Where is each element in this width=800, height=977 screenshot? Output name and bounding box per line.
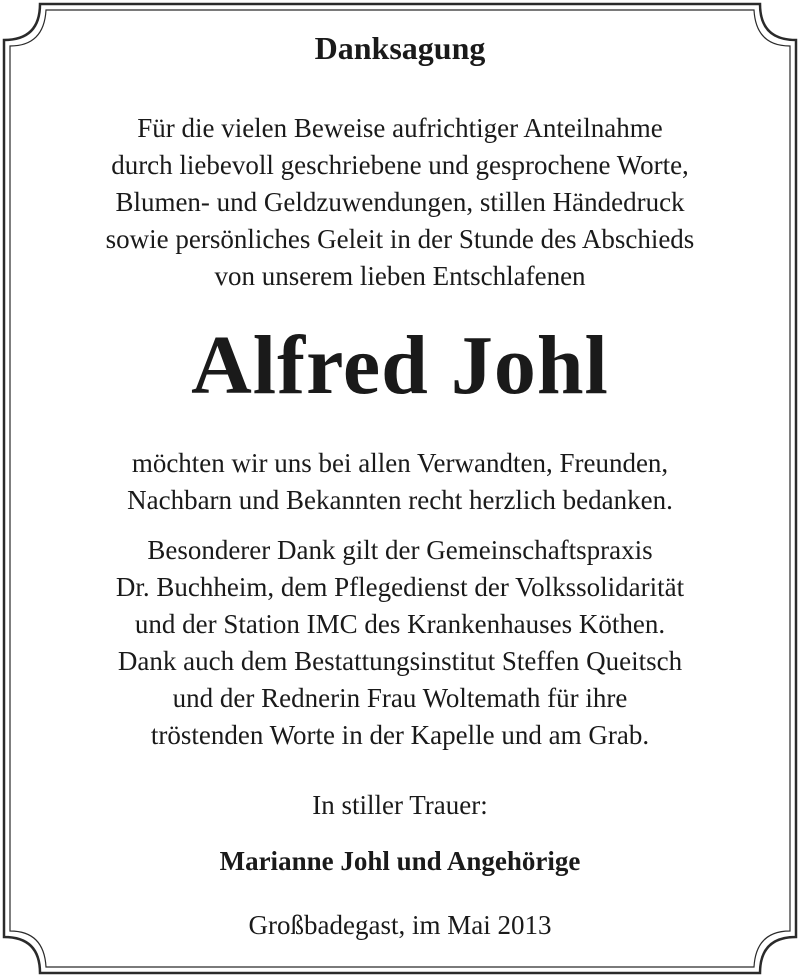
special-thanks-line: und der Station IMC des Krankenhauses Köthen. <box>134 609 666 639</box>
thanks-line: möchten wir uns bei allen Verwandten, Freunden, <box>131 448 669 478</box>
special-thanks-line: und der Rednerin Frau Woltemath für ihre <box>172 683 628 713</box>
special-thanks-line: Dank auch dem Bestattungsinstitut Steffen Queitsch <box>117 646 683 676</box>
intro-line: durch liebevoll geschriebene und gesprochene Worte, <box>111 150 689 180</box>
mourning-line: In stiller Trauer: <box>312 790 488 820</box>
special-thanks-line: Besonderer Dank gilt der Gemeinschaftspraxis <box>147 535 653 565</box>
special-thanks-line: Dr. Buchheim, dem Pflegedienst der Volkssolidarität <box>115 572 685 602</box>
place-date: Großbadegast, im Mai 2013 <box>248 910 552 940</box>
special-thanks-paragraph <box>40 532 760 754</box>
intro-paragraph <box>40 110 760 295</box>
intro-line: Für die vielen Beweise aufrichtiger Anteilnahme <box>137 113 663 143</box>
thanks-line: Nachbarn und Bekannten recht herzlich bedanken. <box>127 485 673 515</box>
obituary-notice <box>40 0 760 977</box>
intro-line: Blumen- und Geldzuwendungen, stillen Händedruck <box>115 187 685 217</box>
deceased-name: Alfred Johl <box>191 319 609 412</box>
thanks-paragraph <box>40 445 760 519</box>
intro-line: von unserem lieben Entschlafenen <box>214 261 586 291</box>
intro-line: sowie persönliches Geleit in der Stunde des Abschieds <box>105 224 695 254</box>
notice-heading: Danksagung <box>314 30 486 66</box>
special-thanks-line: tröstenden Worte in der Kapelle und am Grab. <box>150 720 650 750</box>
signatories: Marianne Johl und Angehörige <box>219 846 581 876</box>
